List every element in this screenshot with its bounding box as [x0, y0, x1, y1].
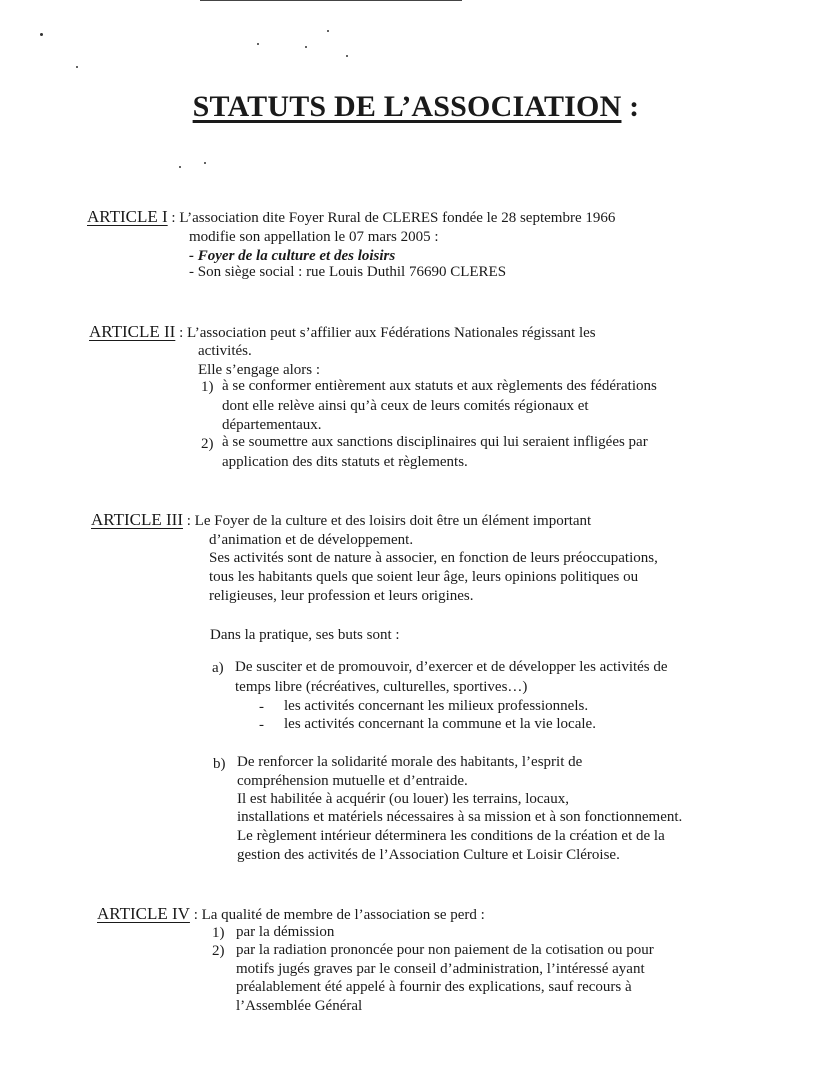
- scan-speck: [346, 55, 348, 57]
- article-2-line: à se soumettre aux sanctions disciplinaires qui lui seraient infligées par: [222, 434, 648, 450]
- article-2-item-marker: 1): [201, 379, 214, 395]
- article-4-line: l’Assemblée Général: [236, 998, 363, 1014]
- article-1-line: - Foyer de la culture et des loisirs: [189, 248, 396, 264]
- article-2-line: Elle s’engage alors :: [198, 362, 321, 378]
- article-3-line: d’animation et de développement.: [209, 532, 414, 548]
- article-3-line: Dans la pratique, ses buts sont :: [210, 627, 400, 643]
- article-2-label: ARTICLE II: [89, 322, 176, 341]
- page-title-text: STATUTS DE L’ASSOCIATION: [192, 90, 622, 123]
- article-3-line: De susciter et de promouvoir, d’exercer et de développer les activités de: [235, 659, 668, 675]
- article-4-item-marker: 1): [212, 925, 225, 941]
- article-2-line: : L’association peut s’affilier aux Fédérations Nationales régissant les: [175, 325, 596, 341]
- article-3-line: les activités concernant la commune et la vie locale.: [284, 716, 596, 732]
- page-title: [0, 90, 832, 124]
- article-2-line: application des dits statuts et règlements.: [222, 454, 468, 470]
- scan-speck: [76, 66, 78, 68]
- article-1-line: - Son siège social : rue Louis Duthil 76690 CLERES: [189, 264, 507, 280]
- article-4-line: motifs jugés graves par le conseil d’administration, l’intéressé ayant: [236, 961, 645, 977]
- article-1-label: ARTICLE I: [87, 207, 168, 226]
- article-3-heading: [91, 510, 591, 531]
- article-3-line: compréhension mutuelle et d’entraide.: [237, 773, 468, 789]
- article-4-line: par la radiation prononcée pour non paiement de la cotisation ou pour: [236, 942, 654, 958]
- article-3-line: installations et matériels nécessaires à sa mission et à son fonctionnement.: [237, 809, 683, 825]
- article-4-line: par la démission: [236, 924, 335, 940]
- article-2-line: dont elle relève ainsi qu’à ceux de leurs comités régionaux et: [222, 398, 589, 414]
- scan-edge-line: [200, 0, 462, 1]
- article-2-item-marker: 2): [201, 436, 214, 452]
- scan-speck: [305, 46, 307, 48]
- article-2-line: activités.: [198, 343, 252, 359]
- article-2-line: à se conformer entièrement aux statuts et aux règlements des fédérations: [222, 378, 657, 394]
- article-1-line: : L’association dite Foyer Rural de CLERES fondée le 28 septembre 1966: [167, 210, 616, 226]
- article-3-line: De renforcer la solidarité morale des habitants, l’esprit de: [237, 754, 583, 770]
- article-3-dash-marker: -: [259, 699, 264, 715]
- article-2-line: départementaux.: [222, 417, 322, 433]
- scan-speck: [257, 43, 259, 45]
- article-4-label: ARTICLE IV: [97, 904, 190, 923]
- article-3-line: Il est habilitée à acquérir (ou louer) les terrains, locaux,: [237, 791, 569, 807]
- page-title-suffix: :: [621, 90, 640, 123]
- article-4-item-marker: 2): [212, 943, 225, 959]
- scan-speck: [327, 30, 329, 32]
- article-4-line: préalablement été appelé à fournir des explications, sauf recours à: [236, 979, 632, 995]
- article-3-item-marker: a): [212, 660, 224, 676]
- article-3-line: les activités concernant les milieux professionnels.: [284, 698, 589, 714]
- scan-speck: [179, 166, 181, 168]
- article-1-line: modifie son appellation le 07 mars 2005 :: [189, 229, 439, 245]
- article-3-dash-marker: -: [259, 717, 264, 733]
- article-3-line: temps libre (récréatives, culturelles, sportives…): [235, 679, 528, 695]
- article-4-line: : La qualité de membre de l’association se perd :: [189, 907, 485, 923]
- article-3-line: Ses activités sont de nature à associer, en fonction de leurs préoccupations,: [209, 550, 658, 566]
- scan-speck: [40, 33, 43, 36]
- article-3-label: ARTICLE III: [91, 510, 183, 529]
- article-3-line: religieuses, leur profession et leurs origines.: [209, 588, 474, 604]
- scan-speck: [204, 162, 206, 164]
- article-3-line: : Le Foyer de la culture et des loisirs doit être un élément important: [182, 513, 592, 529]
- article-1-heading: [87, 207, 615, 228]
- article-3-item-marker: b): [213, 756, 226, 772]
- article-3-line: tous les habitants quels que soient leur âge, leurs opinions politiques ou: [209, 569, 639, 585]
- article-3-line: gestion des activités de l’Association Culture et Loisir Cléroise.: [237, 847, 620, 863]
- article-2-heading: [89, 322, 596, 343]
- article-3-line: Le règlement intérieur déterminera les conditions de la création et de la: [237, 828, 665, 844]
